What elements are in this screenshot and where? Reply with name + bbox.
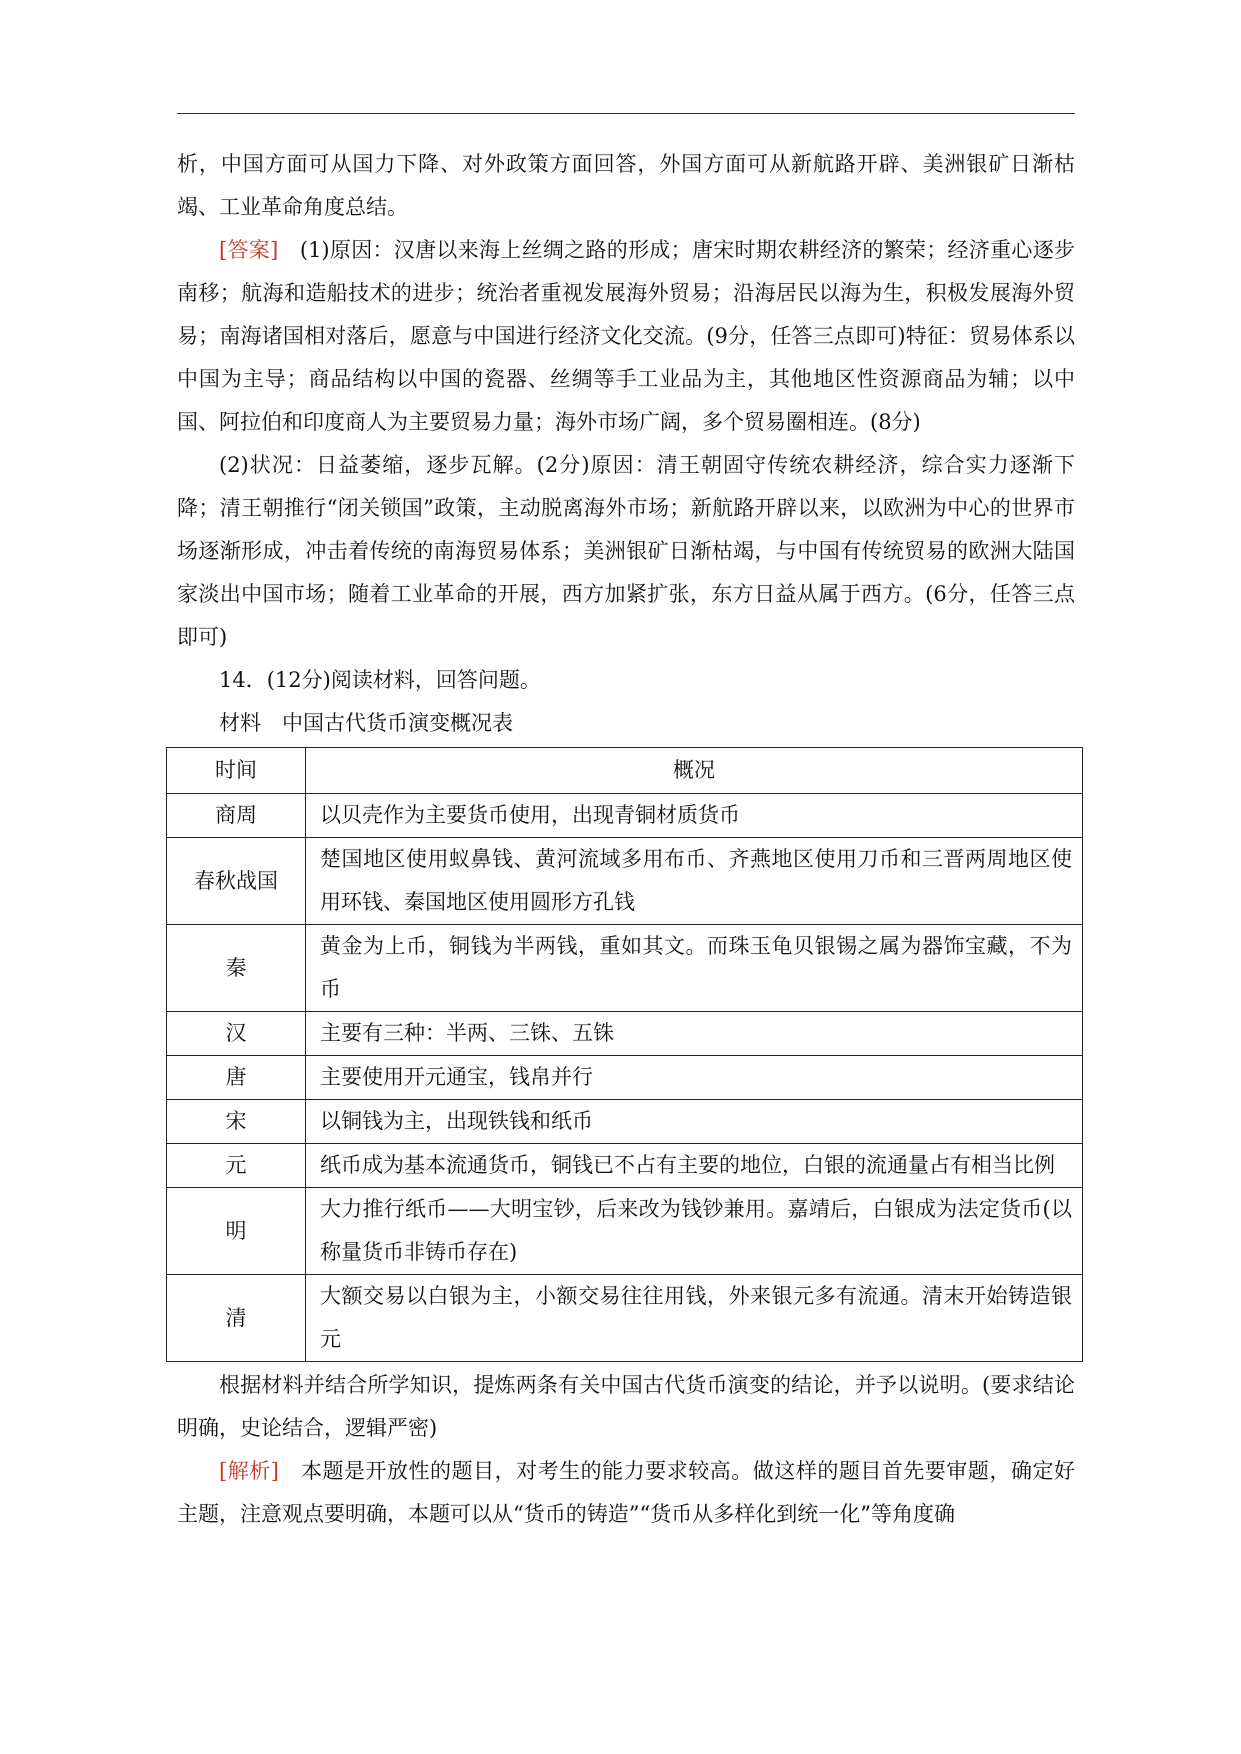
row-period: 春秋战国 (167, 838, 306, 925)
intro-paragraph: 析，中国方面可从国力下降、对外政策方面回答，外国方面可从新航路开辟、美洲银矿日渐枯竭、工业革命角度总结。 (177, 152, 1075, 219)
table-row (167, 1144, 1083, 1188)
header-summary: 概况 (306, 748, 1083, 794)
analysis-paragraph (177, 1450, 1075, 1536)
question-prompt: 根据材料并结合所学知识，提炼两条有关中国古代货币演变的结论，并予以说明。(要求结论明确，史论结合，逻辑严密) (177, 1373, 1075, 1440)
row-period: 唐 (167, 1056, 306, 1100)
row-summary: 大额交易以白银为主，小额交易往往用钱，外来银元多有流通。清末开始铸造银元 (306, 1275, 1083, 1362)
row-period: 元 (167, 1144, 306, 1188)
page-content (177, 143, 1075, 1536)
currency-table (166, 747, 1083, 1362)
table-row (167, 1056, 1083, 1100)
row-period: 秦 (167, 925, 306, 1012)
table-row (167, 1100, 1083, 1144)
row-summary: 大力推行纸币——大明宝钞，后来改为钱钞兼用。嘉靖后，白银成为法定货币(以称量货币非铸币存在) (306, 1188, 1083, 1275)
table-row (167, 1012, 1083, 1056)
table-row (167, 1275, 1083, 1362)
row-period: 宋 (167, 1100, 306, 1144)
row-summary: 以铜钱为主，出现铁钱和纸币 (306, 1100, 1083, 1144)
table-header-row (167, 748, 1083, 794)
header-period: 时间 (167, 748, 306, 794)
row-summary: 黄金为上币，铜钱为半两钱，重如其文。而珠玉龟贝银锡之属为器饰宝藏，不为币 (306, 925, 1083, 1012)
header-rule (177, 113, 1075, 114)
table-row (167, 925, 1083, 1012)
answer-part1 (177, 229, 1075, 444)
table-row (167, 794, 1083, 838)
answer-tag: [答案] (219, 238, 279, 262)
analysis-text: 本题是开放性的题目，对考生的能力要求较高。做这样的题目首先要审题，确定好主题，注意观点要明确，本题可以从“货币的铸造”“货币从多样化到统一化”等角度确 (177, 1459, 1075, 1526)
table-row (167, 838, 1083, 925)
answer-part1-text: (1)原因：汉唐以来海上丝绸之路的形成；唐宋时期农耕经济的繁荣；经济重心逐步南移；航海和造船技术的进步；统治者重视发展海外贸易；沿海居民以海为生，积极发展海外贸易；南海诸国相对落后，愿意与中国进行经济文化交流。(9分，任答三点即可)特征：贸易体系以中国为主导；商品结构以中国的瓷器、丝绸等手工业品为主，其他地区性资源商品为辅；以中国、阿拉伯和印度商人为主要贸易力量；海外市场广阔，多个贸易圈相连。(8分) (177, 238, 1075, 434)
analysis-tag: [解析] (219, 1459, 279, 1483)
row-summary: 以贝壳作为主要货币使用，出现青铜材质货币 (306, 794, 1083, 838)
row-period: 汉 (167, 1012, 306, 1056)
row-period: 明 (167, 1188, 306, 1275)
material-title: 材料 中国古代货币演变概况表 (219, 711, 513, 735)
row-period: 商周 (167, 794, 306, 838)
table-row (167, 1188, 1083, 1275)
question-stem: 14．(12分)阅读材料，回答问题。 (219, 668, 541, 692)
row-period: 清 (167, 1275, 306, 1362)
row-summary: 楚国地区使用蚁鼻钱、黄河流域多用布币、齐燕地区使用刀币和三晋两周地区使用环钱、秦国地区使用圆形方孔钱 (306, 838, 1083, 925)
answer-part2: (2)状况：日益萎缩，逐步瓦解。(2分)原因：清王朝固守传统农耕经济，综合实力逐渐下降；清王朝推行“闭关锁国”政策，主动脱离海外市场；新航路开辟以来，以欧洲为中心的世界市场逐渐形成，冲击着传统的南海贸易体系；美洲银矿日渐枯竭，与中国有传统贸易的欧洲大陆国家淡出中国市场；随着工业革命的开展，西方加紧扩张，东方日益从属于西方。(6分，任答三点即可) (177, 453, 1075, 649)
row-summary: 主要使用开元通宝，钱帛并行 (306, 1056, 1083, 1100)
row-summary: 纸币成为基本流通货币，铜钱已不占有主要的地位，白银的流通量占有相当比例 (306, 1144, 1083, 1188)
row-summary: 主要有三种：半两、三铢、五铢 (306, 1012, 1083, 1056)
